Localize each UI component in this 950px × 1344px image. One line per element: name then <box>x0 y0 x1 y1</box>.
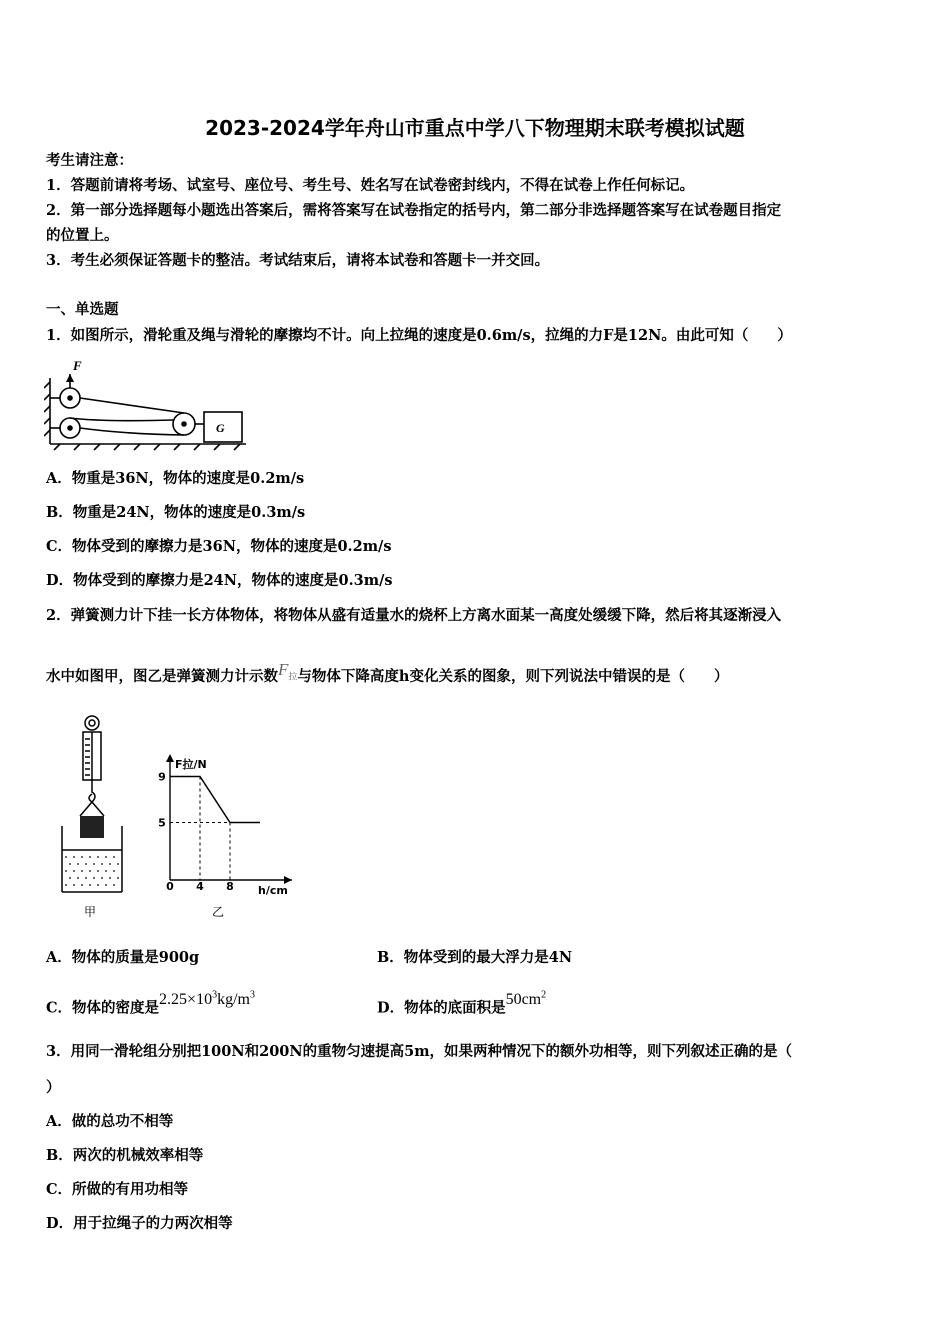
y-tick-label: 5 <box>158 816 166 830</box>
notice-heading: 考生请注意： <box>46 152 133 169</box>
x-axis-arrow-icon <box>284 876 292 884</box>
notice-item: 的位置上。 <box>46 227 119 244</box>
q2-stem-line1: 2．弹簧测力计下挂一长方体物体，将物体从盛有适量水的烧杯上方离水面某一高度处缓缓下降，然后将其逐渐浸入 <box>46 607 782 624</box>
arrow-up-icon <box>66 374 74 382</box>
q3-stem-line2: ） <box>46 1079 61 1096</box>
area-value: $50cm^2$ <box>505 990 547 1009</box>
notice-item: 3．考生必须保证答题卡的整洁。考试结束后，请将本试卷和答题卡一并交回。 <box>46 252 550 269</box>
q3-option-a: A．做的总功不相等 <box>46 1113 174 1130</box>
fig-label-yi: 乙 <box>211 905 225 919</box>
x-tick-label: 4 <box>196 880 204 893</box>
page-title: 2023-2024学年舟山市重点中学八下物理期末联考模拟试题 <box>205 116 745 140</box>
q1-stem: 1．如图所示，滑轮重及绳与滑轮的摩擦均不计。向上拉绳的速度是0.6m/s，拉绳的力F是12N。由此可知（ ） <box>46 327 792 344</box>
y-axis-label: F拉/N <box>175 758 207 771</box>
q2-force-height-graph <box>150 750 298 922</box>
density-value: $2.25\times 10^3kg/m^3$ <box>159 990 255 1009</box>
q3-stem-line1: 3．用同一滑轮组分别把100N和200N的重物匀速提高5m，如果两种情况下的额外功相等，则下列叙述正确的是（ <box>46 1043 793 1060</box>
x-axis-label: h/cm <box>258 884 288 897</box>
x-tick-label: 0 <box>166 880 174 893</box>
q1-option-b: B．物重是24N，物体的速度是0.3m/s <box>46 504 306 521</box>
fig-label-G: G <box>216 421 225 435</box>
series-line <box>170 777 260 823</box>
q1-option-d: D．物体受到的摩擦力是24N，物体的速度是0.3m/s <box>46 572 393 589</box>
q2-stem-line2: 水中如图甲，图乙是弹簧测力计示数$F_拉$与物体下降高度h变化关系的图象，则下列说法中错误的是（ ） <box>46 660 729 685</box>
q3-option-c: C．所做的有用功相等 <box>46 1181 189 1198</box>
force-symbol: $F_拉$ <box>278 660 298 682</box>
y-axis-arrow-icon <box>166 754 174 762</box>
q1-pulley-figure <box>44 358 250 452</box>
q2-option-c: C．物体的密度是$2.25\times 10^3kg/m^3$ <box>46 990 255 1017</box>
notice-item: 2．第一部分选择题每小题选出答案后，需将答案写在试卷指定的括号内，第二部分非选择题答案写在试卷题目指定 <box>46 202 782 219</box>
q1-option-c: C．物体受到的摩擦力是36N，物体的速度是0.2m/s <box>46 538 392 555</box>
q3-option-b: B．两次的机械效率相等 <box>46 1147 204 1164</box>
fig-label-jia: 甲 <box>83 905 97 919</box>
q2-option-d: D．物体的底面积是$50cm^2$ <box>377 990 547 1017</box>
section-heading: 一、单选题 <box>46 301 119 318</box>
q3-option-d: D．用于拉绳子的力两次相等 <box>46 1215 233 1232</box>
notice-item: 1．答题前请将考场、试室号、座位号、考生号、姓名写在试卷密封线内，不得在试卷上作任何标记。 <box>46 177 695 194</box>
fig-label-F: F <box>73 358 82 373</box>
x-tick-label: 8 <box>226 880 234 893</box>
q2-spring-scale-figure <box>52 712 132 922</box>
q2-option-a: A．物体的质量是900g <box>46 949 200 966</box>
q2-option-b: B．物体受到的最大浮力是4N <box>377 949 573 966</box>
y-tick-label: 9 <box>158 770 166 784</box>
q1-option-a: A．物重是36N，物体的速度是0.2m/s <box>46 470 305 487</box>
